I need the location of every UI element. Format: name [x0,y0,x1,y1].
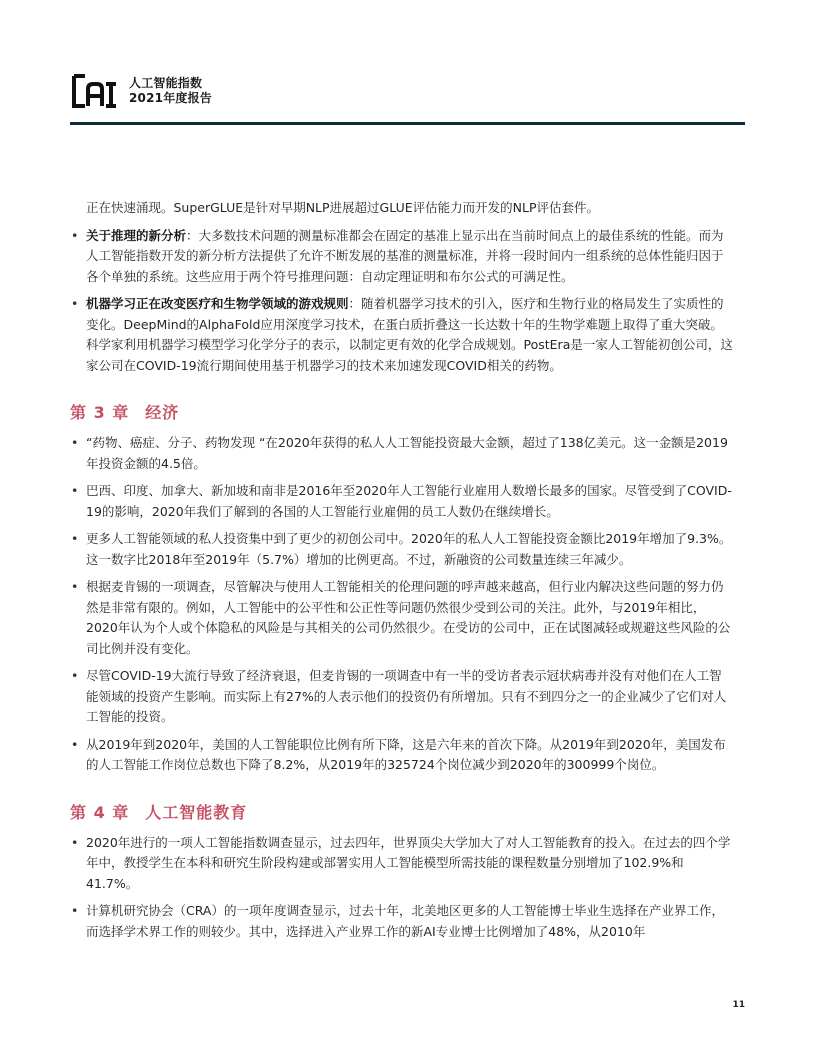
bullet-text: ：随着机器学习技术的引入，医疗和生物行业的格局发生了实质性的变化。DeepMind的AlphaFold应用深度学习技术，在蛋白质折叠这一长达数十年的生物学难题上取得了重大突破。科学家利用机器学习模型学习化学分子的表示，以制定更有效的化学合成规划。PostEra是一家人工智能初创公司，这家公司在COVID-19流行期间使用基于机器学习的技术来加速发现COVID相关的药物。 [86,296,733,373]
chapter-title: 人工智能教育 [145,802,248,822]
bullet-bold-lead: 机器学习正在改变医疗和生物学领域的游戏规则 [86,296,349,311]
list-item: • 2020年进行的一项人工智能指数调查显示，过去四年，世界顶尖大学加大了对人工智能教育的投入。在过去的四个学年中，教授学生在本科和研究生阶段构建或部署实用人工智能模型所需技能的课程数量分别增加了102.9%和41.7%。 [70,833,740,895]
page-body [70,198,740,942]
intro-continuation: 正在快速涌现。SuperGLUE是针对早期NLP进展超过GLUE评估能力而开发的NLP评估套件。 [86,200,599,215]
ai-index-logo-icon [71,72,119,110]
list-item: • 根据麦肯锡的一项调查，尽管解决与使用人工智能相关的伦理问题的呼声越来越高，但行业内解决这些问题的努力仍然是非常有限的。例如，人工智能中的公平性和公正性等问题仍然很少受到公司的关注。此外，与2019年相比，2020年认为个人或个体隐私的风险是与其相关的公司仍然很少。在受访的公司中，正在试图减轻或规避这些风险的公司比例并没有变化。 [70,577,740,659]
report-title-line1: 人工智能指数 [129,76,203,90]
list-item: • “药物、癌症、分子、药物发现 “在2020年获得的私人人工智能投资最大金额，超过了138亿美元。这一金额是2019年投资金额的4.5倍。 [70,433,740,474]
chapter-4-heading [70,800,740,826]
report-title-line2: 2021年度报告 [129,91,212,105]
chapter-title: 经济 [145,403,180,422]
report-header [71,70,212,112]
header-divider [70,122,745,125]
bullet-inference-analysis [70,226,740,288]
chapter-3-heading [70,400,740,426]
list-item: • 巴西、印度、加拿大、新加坡和南非是2016年至2020年人工智能行业雇用人数增长最多的国家。尽管受到了COVID-19的影响，2020年我们了解到的各国的人工智能行业雇佣的员工人数仍在继续增长。 [70,481,740,522]
list-item: • 计算机研究协会（CRA）的一项年度调查显示，过去十年，北美地区更多的人工智能博士毕业生选择在产业界工作，而选择学术界工作的则较少。其中，选择进入产业界工作的新AI专业博士比例增加了48%，从2010年 [70,901,740,942]
bullet-text: ：大多数技术问题的测量标准都会在固定的基准上显示出在当前时间点上的最佳系统的性能。而为人工智能指数开发的新分析方法提供了允许不断发展的基准的测量标准，并将一段时间内一组系统的总体性能归因于各个单独的系统。这些应用于两个符号推理问题：自动定理证明和布尔公式的可满足性。 [86,227,724,284]
list-item: • 尽管COVID-19大流行导致了经济衰退，但麦肯锡的一项调查中有一半的受访者表示冠状病毒并没有对他们在人工智能领域的投资产生影响。而实际上有27%的人表示他们的投资仍有所增加。只有不到四分之一的企业减少了它们对人工智能的投资。 [70,666,740,728]
bullet-ml-medicine [70,294,740,376]
report-title [129,76,212,106]
chapter-number: 第 3 章 [70,403,130,422]
chapter-number: 第 4 章 [70,802,130,822]
page-number: 11 [732,1000,745,1010]
list-item: • 从2019年到2020年，美国的人工智能职位比例有所下降，这是六年来的首次下降。从2019年到2020年，美国发布的人工智能工作岗位总数也下降了8.2%，从2019年的325724个岗位减少到2020年的300999个岗位。 [70,735,740,776]
list-item: • 更多人工智能领域的私人投资集中到了更少的初创公司中。2020年的私人人工智能投资金额比2019年增加了9.3%。这一数字比2018年至2019年（5.7%）增加的比例更高。不过，新融资的公司数量连续三年减少。 [70,529,740,570]
bullet-bold-lead: 关于推理的新分析 [86,227,187,243]
